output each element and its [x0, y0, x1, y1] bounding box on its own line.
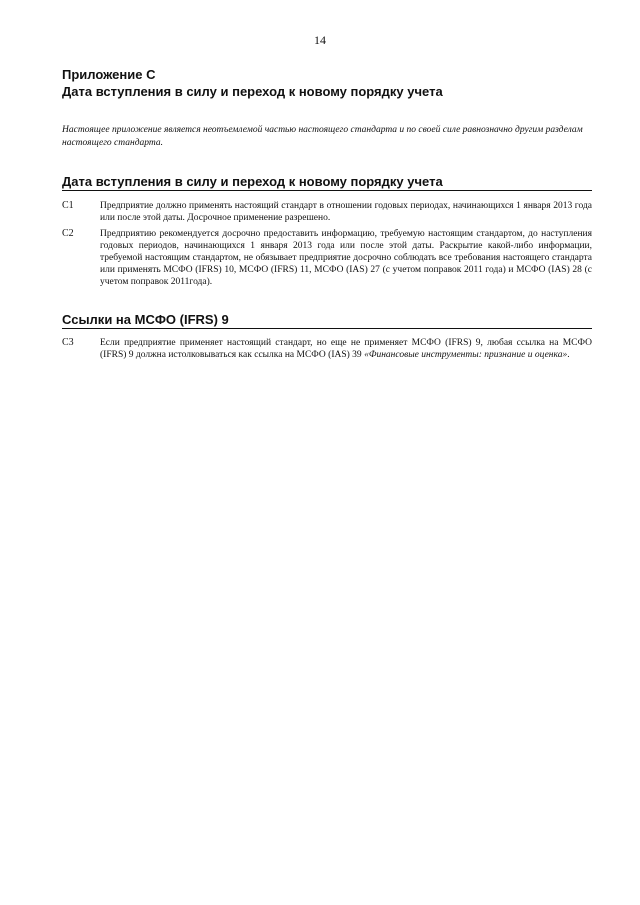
section-heading-ifrs9-references: Ссылки на МСФО (IFRS) 9: [62, 311, 592, 329]
section-heading-effective-date: Дата вступления в силу и переход к новому порядку учета: [62, 173, 592, 191]
appendix-heading: [62, 66, 602, 100]
paragraph-text-italic: «Финансовые инструменты: признание и оценка»: [364, 350, 568, 360]
paragraph-number: C2: [62, 228, 74, 239]
paragraph-text: Предприятию рекомендуется досрочно предоставить информацию, требуемую настоящим стандартом, до наступления годовых периодов, начинающихся 1 января 2013 года или после этой даты. Раскрытие какой-либо информации, требуемой настоящим стандартом, не обязывает предприятие досрочно соблюдать все требования настоящего стандарта или применять МСФО (IFRS) 10, МСФО (IFRS) 11, МСФО (IAS) 27 (с учетом поправок 2011 года) и МСФО (IAS) 28 (с учетом поправок 2011года).: [100, 229, 592, 287]
paragraph-c2: [62, 228, 592, 288]
page-number: 14: [314, 33, 326, 47]
paragraph-number: C1: [62, 200, 74, 211]
paragraph-number: C3: [62, 337, 74, 348]
paragraph-text-end: .: [567, 350, 570, 360]
paragraph-text: Предприятие должно применять настоящий стандарт в отношении годовых периодах, начинающихся 1 января 2013 года или после этой даты. Досрочное применение разрешено.: [100, 201, 592, 223]
paragraph-c3: [62, 337, 592, 361]
appendix-note: Настоящее приложение является неотъемлемой частью настоящего стандарта и по своей силе равнозначно другим разделам настоящего стандарта.: [62, 125, 583, 148]
paragraph-text: [100, 337, 592, 361]
paragraph-c1: [62, 200, 592, 224]
appendix-subtitle: Дата вступления в силу и переход к новому порядку учета: [62, 84, 443, 99]
appendix-title: Приложение C: [62, 67, 156, 82]
paragraph-text-plain: Если предприятие применяет настоящий стандарт, но еще не применяет МСФО (IFRS) 9, любая ссылка на МСФО (IFRS) 9 должна истолковываться как ссылка на МСФО (IAS) 39: [100, 338, 592, 360]
